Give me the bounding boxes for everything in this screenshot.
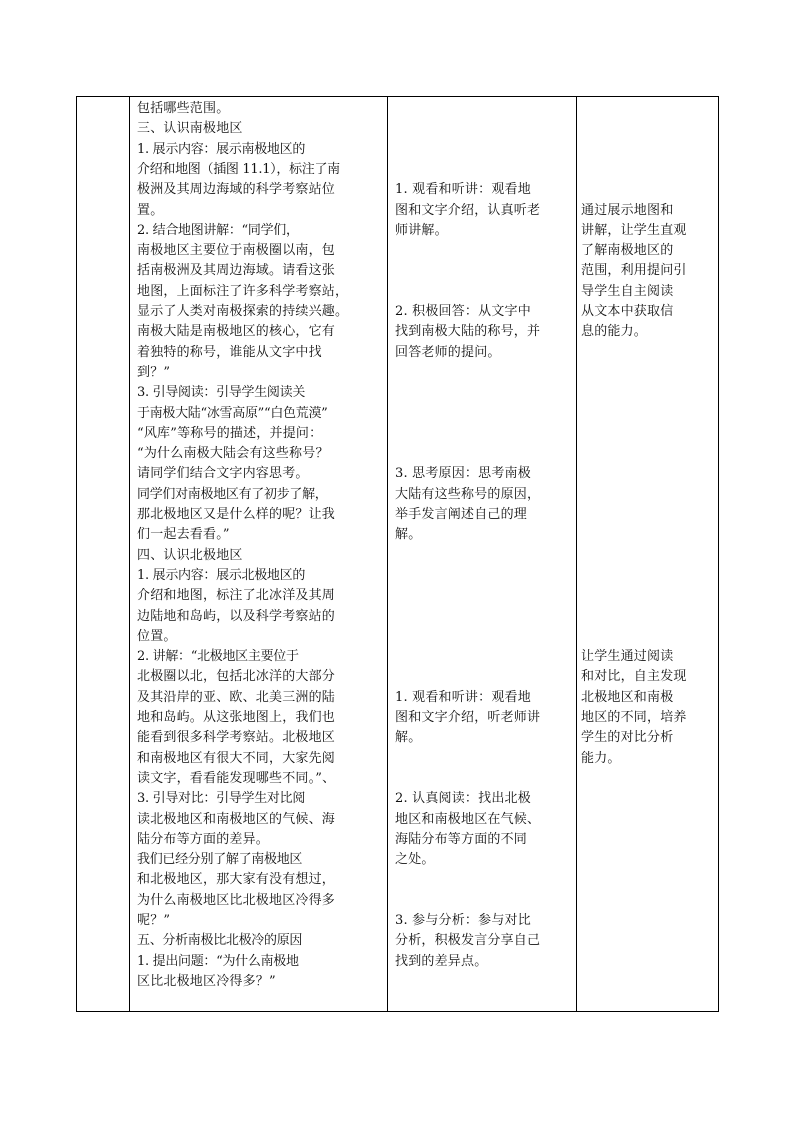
process-line: 陆分布等方面的差异。 xyxy=(137,831,270,847)
design-intent-line: 北极地区和南极 xyxy=(581,689,674,705)
process-line: “风库”等称号的描述，并提问： xyxy=(137,425,323,441)
process-line: 1. 展示内容：展示南极地区的 xyxy=(137,141,306,157)
process-line: 边陆地和岛屿，以及科学考察站的 xyxy=(137,608,336,624)
process-line: 于南极大陆“冰雪高原”“白色荒漠” xyxy=(137,405,328,421)
student-activity-line: 1. 观看和听讲：观看地 xyxy=(395,689,531,705)
design-intent-line: 和对比，自主发现 xyxy=(581,669,687,685)
student-activity-line: 分析，积极发言分享自己 xyxy=(395,933,541,949)
process-line: 和南极地区有很大不同，大家先阅 xyxy=(137,750,336,766)
process-line: 地图，上面标注了许多科学考察站， xyxy=(137,283,349,299)
column-divider xyxy=(129,97,130,1011)
process-line: 介绍和地图（插图 11.1），标注了南 xyxy=(137,161,340,177)
student-activity-line: 解。 xyxy=(395,527,422,543)
student-activity-line: 海陆分布等方面的不同 xyxy=(395,831,528,847)
process-line: 括南极洲及其周边海域。请看这张 xyxy=(137,263,336,279)
student-activity-line: 1. 观看和听讲：观看地 xyxy=(395,182,531,198)
student-activity-line: 3. 思考原因：思考南极 xyxy=(395,466,531,482)
student-activity-line: 2. 积极回答：从文字中 xyxy=(395,304,531,319)
column-divider xyxy=(576,97,577,1011)
student-activity-line: 找到南极大陆的称号，并 xyxy=(395,324,541,340)
student-activity-line: 3. 参与分析：参与对比 xyxy=(395,913,531,928)
design-intent-line: 了解南极地区的 xyxy=(581,243,674,259)
student-activity-line: 大陆有这些称号的原因， xyxy=(395,486,541,502)
process-line: 2. 讲解：“北极地区主要位于 xyxy=(137,649,299,665)
process-line: 及其沿岸的亚、欧、北美三洲的陆 xyxy=(137,689,336,705)
design-intent-line: 通过展示地图和 xyxy=(581,202,674,218)
student-activity-line: 回答老师的提问。 xyxy=(395,344,501,360)
process-line: 南极地区主要位于南极圈以南，包 xyxy=(137,243,336,259)
column-divider xyxy=(387,97,388,1011)
process-line: 能看到很多科学考察站。北极地区 xyxy=(137,730,336,746)
design-intent-line: 地区的不同，培养 xyxy=(581,710,687,725)
process-line: 四、认识北极地区 xyxy=(137,547,243,563)
design-intent-line: 能力。 xyxy=(581,750,621,766)
process-line: 北极圈以北，包括北冰洋的大部分 xyxy=(137,669,336,685)
student-activity-line: 之处。 xyxy=(395,852,435,868)
student-activity-line: 解。 xyxy=(395,730,422,746)
process-line: 们一起去看看。” xyxy=(137,527,230,543)
process-line: 显示了人类对南极探索的持续兴趣。 xyxy=(137,304,349,319)
process-line: 介绍和地图，标注了北冰洋及其周 xyxy=(137,588,336,604)
lesson-table xyxy=(76,96,719,1012)
process-line: 1. 提出问题：“为什么南极地 xyxy=(137,953,299,969)
student-activity-line: 地区和南极地区在气候、 xyxy=(395,811,541,827)
process-line: 三、认识南极地区 xyxy=(137,121,243,137)
design-intent-line: 学生的对比分析 xyxy=(581,730,674,746)
process-line: 读文字，看看能发现哪些不同。”、 xyxy=(137,770,336,786)
process-line: 同学们对南极地区有了初步了解， xyxy=(137,486,328,502)
process-line: 为什么南极地区比北极地区冷得多 xyxy=(137,892,336,908)
process-line: 地和岛屿。从这张地图上，我们也 xyxy=(137,710,336,725)
student-activity-line: 举手发言阐述自己的理 xyxy=(395,507,528,522)
design-intent-line: 息的能力。 xyxy=(581,324,648,340)
design-intent-line: 讲解，让学生直观 xyxy=(581,222,687,238)
student-activity-line: 2. 认真阅读：找出北极 xyxy=(395,791,531,807)
student-activity-line: 图和文字介绍，认真听老 xyxy=(395,202,541,218)
process-line: 请同学们结合文字内容思考。 xyxy=(137,466,309,482)
process-line: 区比北极地区冷得多？” xyxy=(137,973,276,989)
process-line: 位置。 xyxy=(137,628,177,644)
process-line: 南极大陆是南极地区的核心，它有 xyxy=(137,324,336,340)
process-line: 那北极地区又是什么样的呢？让我 xyxy=(137,507,336,522)
design-intent-line: 范围，利用提问引 xyxy=(581,263,687,279)
design-intent-line: 从文本中获取信 xyxy=(581,304,674,319)
student-activity-line: 图和文字介绍，听老师讲 xyxy=(395,710,541,725)
process-line: 包括哪些范围。 xyxy=(137,101,230,116)
design-intent-line: 让学生通过阅读 xyxy=(581,649,674,665)
process-line: 1. 展示内容：展示北极地区的 xyxy=(137,567,306,583)
process-line: 3. 引导阅读：引导学生阅读关 xyxy=(137,385,306,401)
process-line: 和北极地区，那大家有没有想过， xyxy=(137,872,336,888)
process-line: 五、分析南极比北极冷的原因 xyxy=(137,933,303,949)
process-line: 读北极地区和南极地区的气候、海 xyxy=(137,811,336,827)
process-line: 呢？” xyxy=(137,913,171,928)
process-line: 我们已经分别了解了南极地区 xyxy=(137,852,303,868)
process-line: 极洲及其周边海域的科学考察站位 xyxy=(137,182,336,198)
process-line: 3. 引导对比：引导学生对比阅 xyxy=(137,791,306,807)
process-line: 2. 结合地图讲解：“同学们， xyxy=(137,222,299,238)
student-activity-line: 师讲解。 xyxy=(395,222,448,238)
process-line: “为什么南极大陆会有这些称号？ xyxy=(137,446,329,462)
design-intent-line: 导学生自主阅读 xyxy=(581,283,674,299)
student-activity-line: 找到的差异点。 xyxy=(395,953,488,969)
process-line: 着独特的称号，谁能从文字中找 xyxy=(137,344,322,360)
process-line: 置。 xyxy=(137,202,164,218)
process-line: 到？” xyxy=(137,364,171,380)
